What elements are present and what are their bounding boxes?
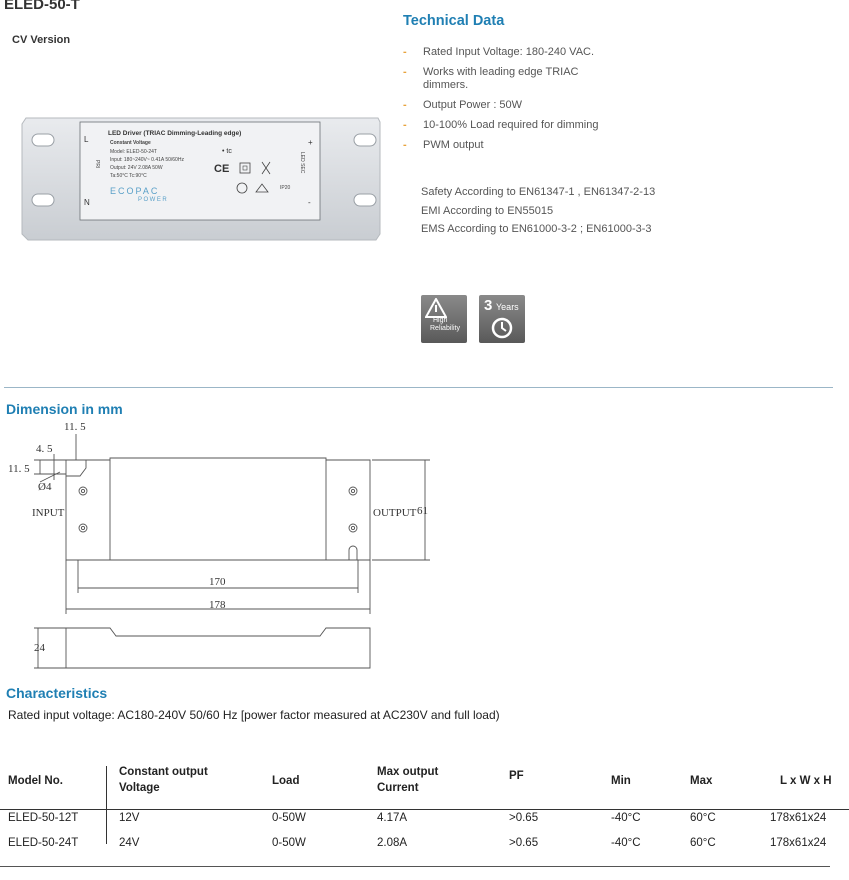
label-output: Output: 24V 2.08A 50W xyxy=(110,165,163,171)
cell-min: -40°C xyxy=(611,812,641,824)
dimension-title: Dimension in mm xyxy=(6,401,123,417)
header-voltage-2: Voltage xyxy=(119,782,160,794)
safety-standard: Safety According to EN61347-1 , EN61347-2-13 xyxy=(421,186,656,198)
warning-triangle-icon xyxy=(425,298,447,318)
tc-mark: • tc xyxy=(222,148,232,155)
mount-slot xyxy=(32,134,54,146)
cell-min: -40°C xyxy=(611,837,641,849)
warranty-years-number: 3 xyxy=(484,297,493,314)
feature-list xyxy=(403,46,703,159)
dim-11-5-left: 11. 5 xyxy=(8,463,30,475)
table-vertical-rule xyxy=(106,766,107,844)
header-size: L x W x H xyxy=(780,775,832,787)
inner-length-dim: 170 xyxy=(209,576,226,588)
characteristics-title: Characteristics xyxy=(6,685,108,701)
top-view-outline xyxy=(66,458,370,560)
dim-11-5-top: 11. 5 xyxy=(64,421,86,433)
badge-reliability-line2: Reliability xyxy=(430,325,460,332)
terminal-l-label: L xyxy=(84,135,89,144)
total-length-dim: 178 xyxy=(209,599,226,611)
warranty-badge xyxy=(479,295,525,343)
badge-reliability-line1: High xyxy=(433,317,448,324)
side-view-outline xyxy=(66,628,370,668)
label-model: Model: ELED-50-24T xyxy=(110,149,157,155)
brand-logo: ECOPAC xyxy=(110,186,160,196)
header-load: Load xyxy=(272,775,300,787)
header-current-1: Max output xyxy=(377,766,439,778)
feature-item: - Works with leading edge TRIAC dimmers. xyxy=(403,66,588,92)
feature-item: - Rated Input Voltage: 180-240 VAC. xyxy=(403,46,703,59)
emi-standard: EMI According to EN55015 xyxy=(421,204,554,217)
ems-standard: EMS According to EN61000-3-2 ; EN61000-3-3 xyxy=(421,223,652,235)
header-model: Model No. xyxy=(8,775,63,787)
cell-max: 60°C xyxy=(690,812,716,824)
mount-slot xyxy=(32,194,54,206)
cell-voltage: 24V xyxy=(119,837,140,849)
header-pf: PF xyxy=(509,770,524,782)
cell-pf: >0.65 xyxy=(509,812,539,824)
cell-current: 2.08A xyxy=(377,837,408,849)
standards-block xyxy=(421,183,655,239)
sec-label: LED SEC xyxy=(299,152,305,174)
model-title: ELED-50-T xyxy=(4,0,80,13)
spec-table xyxy=(0,760,849,870)
cell-load: 0-50W xyxy=(272,837,306,849)
terminal-plus-label: + xyxy=(308,138,313,147)
table-bottom-rule xyxy=(0,866,830,867)
mount-slot xyxy=(354,194,376,206)
header-max: Max xyxy=(690,775,713,787)
cell-pf: >0.65 xyxy=(509,837,539,849)
cell-voltage: 12V xyxy=(119,812,140,824)
label-subtitle: Constant Voltage xyxy=(110,140,151,146)
feature-item: - 10-100% Load required for dimming xyxy=(403,119,703,132)
label-title: LED Driver (TRIAC Dimming-Leading edge) xyxy=(108,130,242,137)
thickness-dim: 24 xyxy=(34,642,45,654)
header-min: Min xyxy=(611,775,631,787)
clock-icon xyxy=(490,317,514,339)
table-header-rule xyxy=(0,809,849,810)
cell-model: ELED-50-12T xyxy=(8,812,79,824)
header-current-2: Current xyxy=(377,782,419,794)
high-reliability-badge xyxy=(421,295,467,343)
version-label: CV Version xyxy=(12,34,71,46)
terminal-minus-label: - xyxy=(308,198,311,207)
cell-current: 4.17A xyxy=(377,812,408,824)
cell-model: ELED-50-24T xyxy=(8,837,79,849)
cell-max: 60°C xyxy=(690,837,716,849)
mount-slot xyxy=(354,134,376,146)
brand-sub: POWER xyxy=(138,197,169,203)
feature-item: - Output Power : 50W xyxy=(403,99,703,112)
output-label: OUTPUT xyxy=(373,507,417,519)
section-divider xyxy=(4,387,833,388)
dim-4-5: 4. 5 xyxy=(36,443,53,455)
cell-size: 178x61x24 xyxy=(770,812,827,824)
cell-load: 0-50W xyxy=(272,812,306,824)
hole-diameter: Ø4 xyxy=(38,481,52,493)
label-temps: Ta:50°C Tc:90°C xyxy=(110,173,147,179)
input-label: INPUT xyxy=(32,507,65,519)
product-image xyxy=(18,110,386,245)
label-input: Input: 180~240V~ 0.41A 50/60Hz xyxy=(110,157,184,163)
warranty-years-unit: Years xyxy=(496,302,519,312)
pri-label: PRI xyxy=(94,160,100,169)
height-dim: 61 xyxy=(417,505,428,517)
feature-item: - PWM output xyxy=(403,139,703,152)
cell-size: 178x61x24 xyxy=(770,837,827,849)
header-voltage-1: Constant output xyxy=(119,766,208,778)
dimension-drawing xyxy=(0,418,440,670)
ce-mark: CE xyxy=(214,163,230,175)
ip-rating: IP20 xyxy=(280,185,291,191)
terminal-n-label: N xyxy=(84,198,90,207)
rated-input-note: Rated input voltage: AC180-240V 50/60 Hz [power factor measured at AC230V and full load) xyxy=(8,708,500,722)
technical-data-title: Technical Data xyxy=(403,13,505,29)
